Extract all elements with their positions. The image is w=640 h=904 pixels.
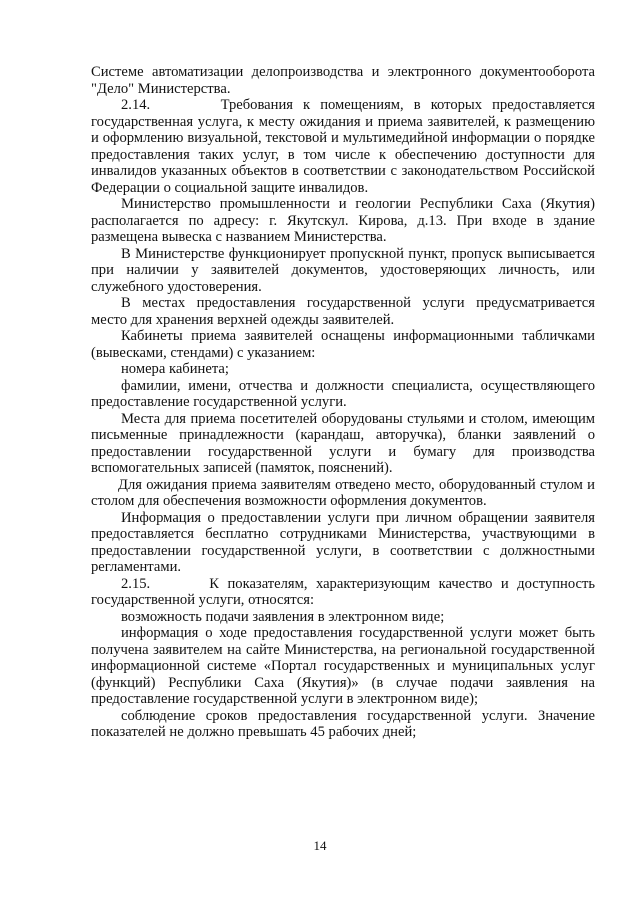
paragraph-coat-storage: В местах предоставления государственной услуги предусматривается место для хранения верхней одежды заявителей. [91,295,595,328]
paragraph-waiting-place: Для ожидания приема заявителям отведено место, оборудованный стулом и столом для обеспечения возможности оформления документов. [91,476,595,509]
paragraph-electronic-submission: возможность подачи заявления в электронном виде; [121,608,445,625]
paragraph-room-number: номера кабинета; [121,361,229,377]
paragraph-signage: Кабинеты приема заявителей оснащены информационными табличками (вывесками, стендами) с указанием: [91,328,595,361]
paragraph-information: Информация о предоставлении услуги при личном обращении заявителя предоставляется бесплатно сотрудниками Министерства, участвующими в предоставлении государственной услуги, в соответствии с должностными регламентами. [91,509,595,575]
paragraph-reception-places: Места для приема посетителей оборудованы стульями и столом, имеющим письменные принадлежности (карандаш, авторучка), бланки заявлений о предоставлении государственной услуги и бумагу для производства вспомогательных записей (памяток, пояснений). [91,410,595,476]
page-number: 14 [313,838,327,853]
paragraph-continuation: Системе автоматизации делопроизводства и электронного документооборота "Дело" Министерства. [91,64,595,97]
paragraph-deadlines: соблюдение сроков предоставления государственной услуги. Значение показателей не должно превышать 45 рабочих дней; [91,707,595,740]
paragraph-2-14: 2.14. Требования к помещениям, в которых предоставляется государственная услуга, к месту ожидания и приема заявителей, к размещению и оформлению визуальной, текстовой и мультимедийной информации о порядке предоставления таких услуг, в том числе к обеспечению доступности для инвалидов указанных объектов в соответствии с законодательством Российской Федерации о социальной защите инвалидов. [91,97,599,196]
paragraph-specialist-name: фамилии, имени, отчества и должности специалиста, осуществляющего предоставление государственной услуги. [91,377,595,410]
paragraph-address: Министерство промышленности и геологии Республики Саха (Якутия) располагается по адресу: г. Якутскул. Кирова, д.13. При входе в здание размещена вывеска с названием Министерства. [91,196,595,245]
paragraph-progress-info: информация о ходе предоставления государственной услуги может быть получена заявителем на сайте Министерства, на региональной государственной информационной системе «Портал государственных и муниципальных услуг (функций) Республики Саха (Якутия)» (в случае подачи заявления на предоставление государственной услуги в электронном виде); [91,625,595,707]
document-body [91,64,599,741]
paragraph-checkpoint: В Министерстве функционирует пропускной пункт, пропуск выписывается при наличии у заявителей документов, удостоверяющих личность, или служебного удостоверения. [91,245,595,295]
paragraph-2-15: 2.15. К показателям, характеризующим качество и доступность государственной услуги, относятся: [91,575,599,608]
